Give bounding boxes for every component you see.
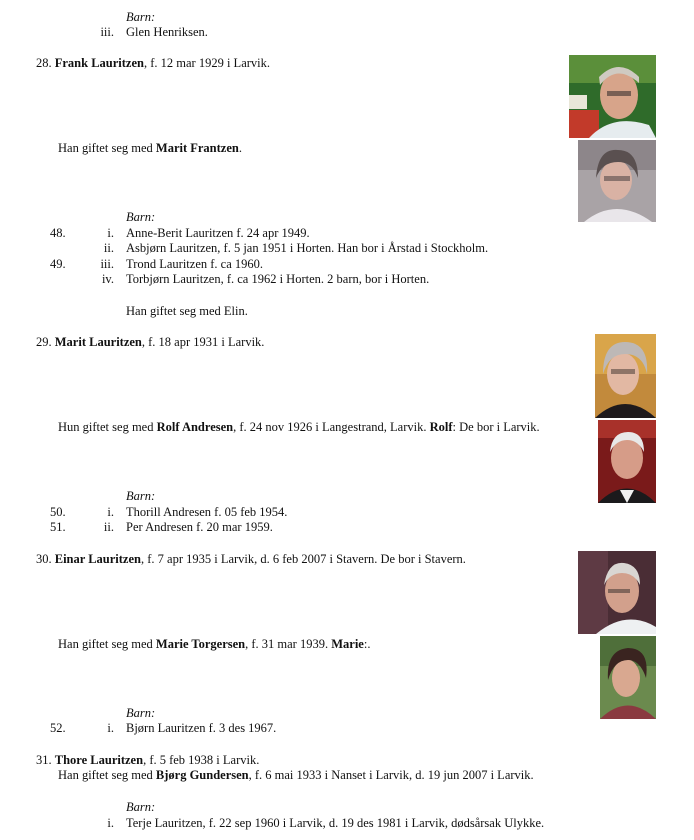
spouse-name: Bjørg Gundersen [155, 768, 249, 782]
person-details: , f. 12 mar 1929 i Larvik. [143, 56, 270, 70]
spouse-name: Marie Torgersen [155, 637, 246, 651]
person-name: Einar Lauritzen [54, 552, 141, 566]
entry-29-marriage [58, 420, 540, 435]
child-roman: i. [107, 721, 114, 735]
spouse-short-name: Marie [331, 637, 364, 651]
spouse-name: Marit Frantzen [155, 141, 239, 155]
person-name: Frank Lauritzen [54, 56, 144, 70]
spouse-short-name: Rolf [429, 420, 453, 434]
entry-29-heading [36, 335, 264, 350]
marriage-details: , f. 31 mar 1939. [245, 637, 332, 651]
spouse-name: Rolf Andresen [156, 420, 234, 434]
child-text: Trond Lauritzen f. ca 1960. [126, 257, 264, 271]
entry-number: 31. [36, 753, 52, 767]
child-roman: iv. [101, 272, 114, 286]
person-name: Marit Lauritzen [54, 335, 142, 349]
child-roman: ii. [103, 241, 114, 255]
marriage-text: Han giftet seg med [58, 637, 156, 651]
person-details: , f. 18 apr 1931 i Larvik. [141, 335, 265, 349]
child-roman: i. [107, 816, 114, 830]
portrait-photo-marie [600, 636, 656, 719]
person-name: Thore Lauritzen [54, 753, 144, 767]
child-text: Asbjørn Lauritzen, f. 5 jan 1951 i Horten. Han bor i Årstad i Stockholm. [126, 241, 489, 255]
person-details: , f. 7 apr 1935 i Larvik, d. 6 feb 2007 i Stavern. De bor i Stavern. [140, 552, 466, 566]
entry-28-note: Han giftet seg med Elin. [126, 304, 248, 318]
entry-31-marriage [58, 768, 534, 783]
entry-number: 30. [36, 552, 52, 566]
portrait-photo-frank [569, 55, 656, 138]
child-roman: iii. [100, 25, 114, 39]
marriage-text: Hun giftet seg med [58, 420, 157, 434]
barn-label: Barn: [126, 210, 156, 224]
marriage-text: Han giftet seg med [58, 141, 156, 155]
portrait-photo-marit-frantzen [578, 140, 656, 222]
child-ref: 51. [50, 520, 66, 534]
child-text: Terje Lauritzen, f. 22 sep 1960 i Larvik, d. 19 des 1981 i Larvik, dødsårsak Ulykke. [126, 816, 545, 830]
child-text: Bjørn Lauritzen f. 3 des 1967. [126, 721, 277, 735]
entry-number: 29. [36, 335, 52, 349]
barn-label: Barn: [126, 10, 156, 24]
child-text: Thorill Andresen f. 05 feb 1954. [126, 505, 288, 519]
child-text: Per Andresen f. 20 mar 1959. [126, 520, 273, 534]
child-ref: 50. [50, 505, 66, 519]
person-details: , f. 5 feb 1938 i Larvik. [143, 753, 260, 767]
child-ref: 48. [50, 226, 66, 240]
barn-label: Barn: [126, 706, 156, 720]
child-roman: iii. [100, 257, 114, 271]
barn-label: Barn: [126, 489, 156, 503]
marriage-end: :. [363, 637, 371, 651]
child-text: Anne-Berit Lauritzen f. 24 apr 1949. [126, 226, 310, 240]
entry-number: 28. [36, 56, 52, 70]
child-ref: 49. [50, 257, 66, 271]
marriage-details: , f. 24 nov 1926 i Langestrand, Larvik. [233, 420, 430, 434]
barn-label: Barn: [126, 800, 156, 814]
marriage-text: Han giftet seg med [58, 768, 156, 782]
portrait-photo-rolf [598, 420, 656, 503]
entry-30-heading [36, 552, 466, 567]
child-text: Torbjørn Lauritzen, f. ca 1962 i Horten. 2 barn, bor i Horten. [126, 272, 430, 286]
child-roman: i. [107, 505, 114, 519]
entry-31-heading [36, 753, 259, 768]
marriage-end: : De bor i Larvik. [452, 420, 540, 434]
portrait-photo-einar [578, 551, 656, 634]
marriage-end: , f. 6 mai 1933 i Nanset i Larvik, d. 19 jun 2007 i Larvik. [248, 768, 534, 782]
child-roman: i. [107, 226, 114, 240]
child-ref: 52. [50, 721, 66, 735]
portrait-photo-marit-lauritzen [595, 334, 656, 418]
entry-28-marriage [58, 141, 242, 156]
entry-30-marriage [58, 637, 370, 652]
entry-28-heading [36, 56, 270, 71]
child-roman: ii. [103, 520, 114, 534]
child-text: Glen Henriksen. [126, 25, 208, 39]
marriage-end: . [238, 141, 242, 155]
